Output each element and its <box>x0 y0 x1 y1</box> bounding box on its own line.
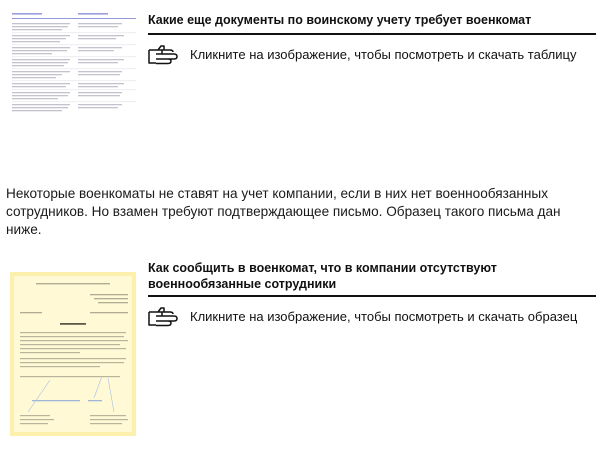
card-2-divider <box>148 295 596 297</box>
card-1-divider <box>148 33 596 35</box>
letter-thumbnail[interactable] <box>10 272 136 436</box>
card-2-title: Как сообщить в военкомат, что в компании отсутствуют военнообязанные сотрудники <box>148 261 497 291</box>
card-2-hint[interactable] <box>148 305 577 327</box>
card-1-title: Какие еще документы по воинскому учету требует военкомат <box>148 13 532 27</box>
card-1-hint[interactable] <box>148 43 576 65</box>
body-paragraph: Некоторые военкоматы не ставят на учет компании, если в них нет военнообязанных сотрудников. Но взамен требуют подтверждающее письмо. Образец такого письма дан ниже. <box>6 186 561 237</box>
table-thumbnail-graphic <box>10 10 138 118</box>
card-2-hint-text: Кликните на изображение, чтобы посмотреть и скачать образец <box>190 308 578 324</box>
table-thumbnail[interactable] <box>10 10 138 118</box>
card-1-hint-text: Кликните на изображение, чтобы посмотреть и скачать таблицу <box>190 46 577 62</box>
document-card-1 <box>0 0 600 130</box>
pointing-hand-icon <box>148 305 184 327</box>
letter-thumbnail-graphic <box>10 272 136 436</box>
pointing-hand-icon <box>148 43 184 65</box>
document-card-2 <box>0 255 600 455</box>
